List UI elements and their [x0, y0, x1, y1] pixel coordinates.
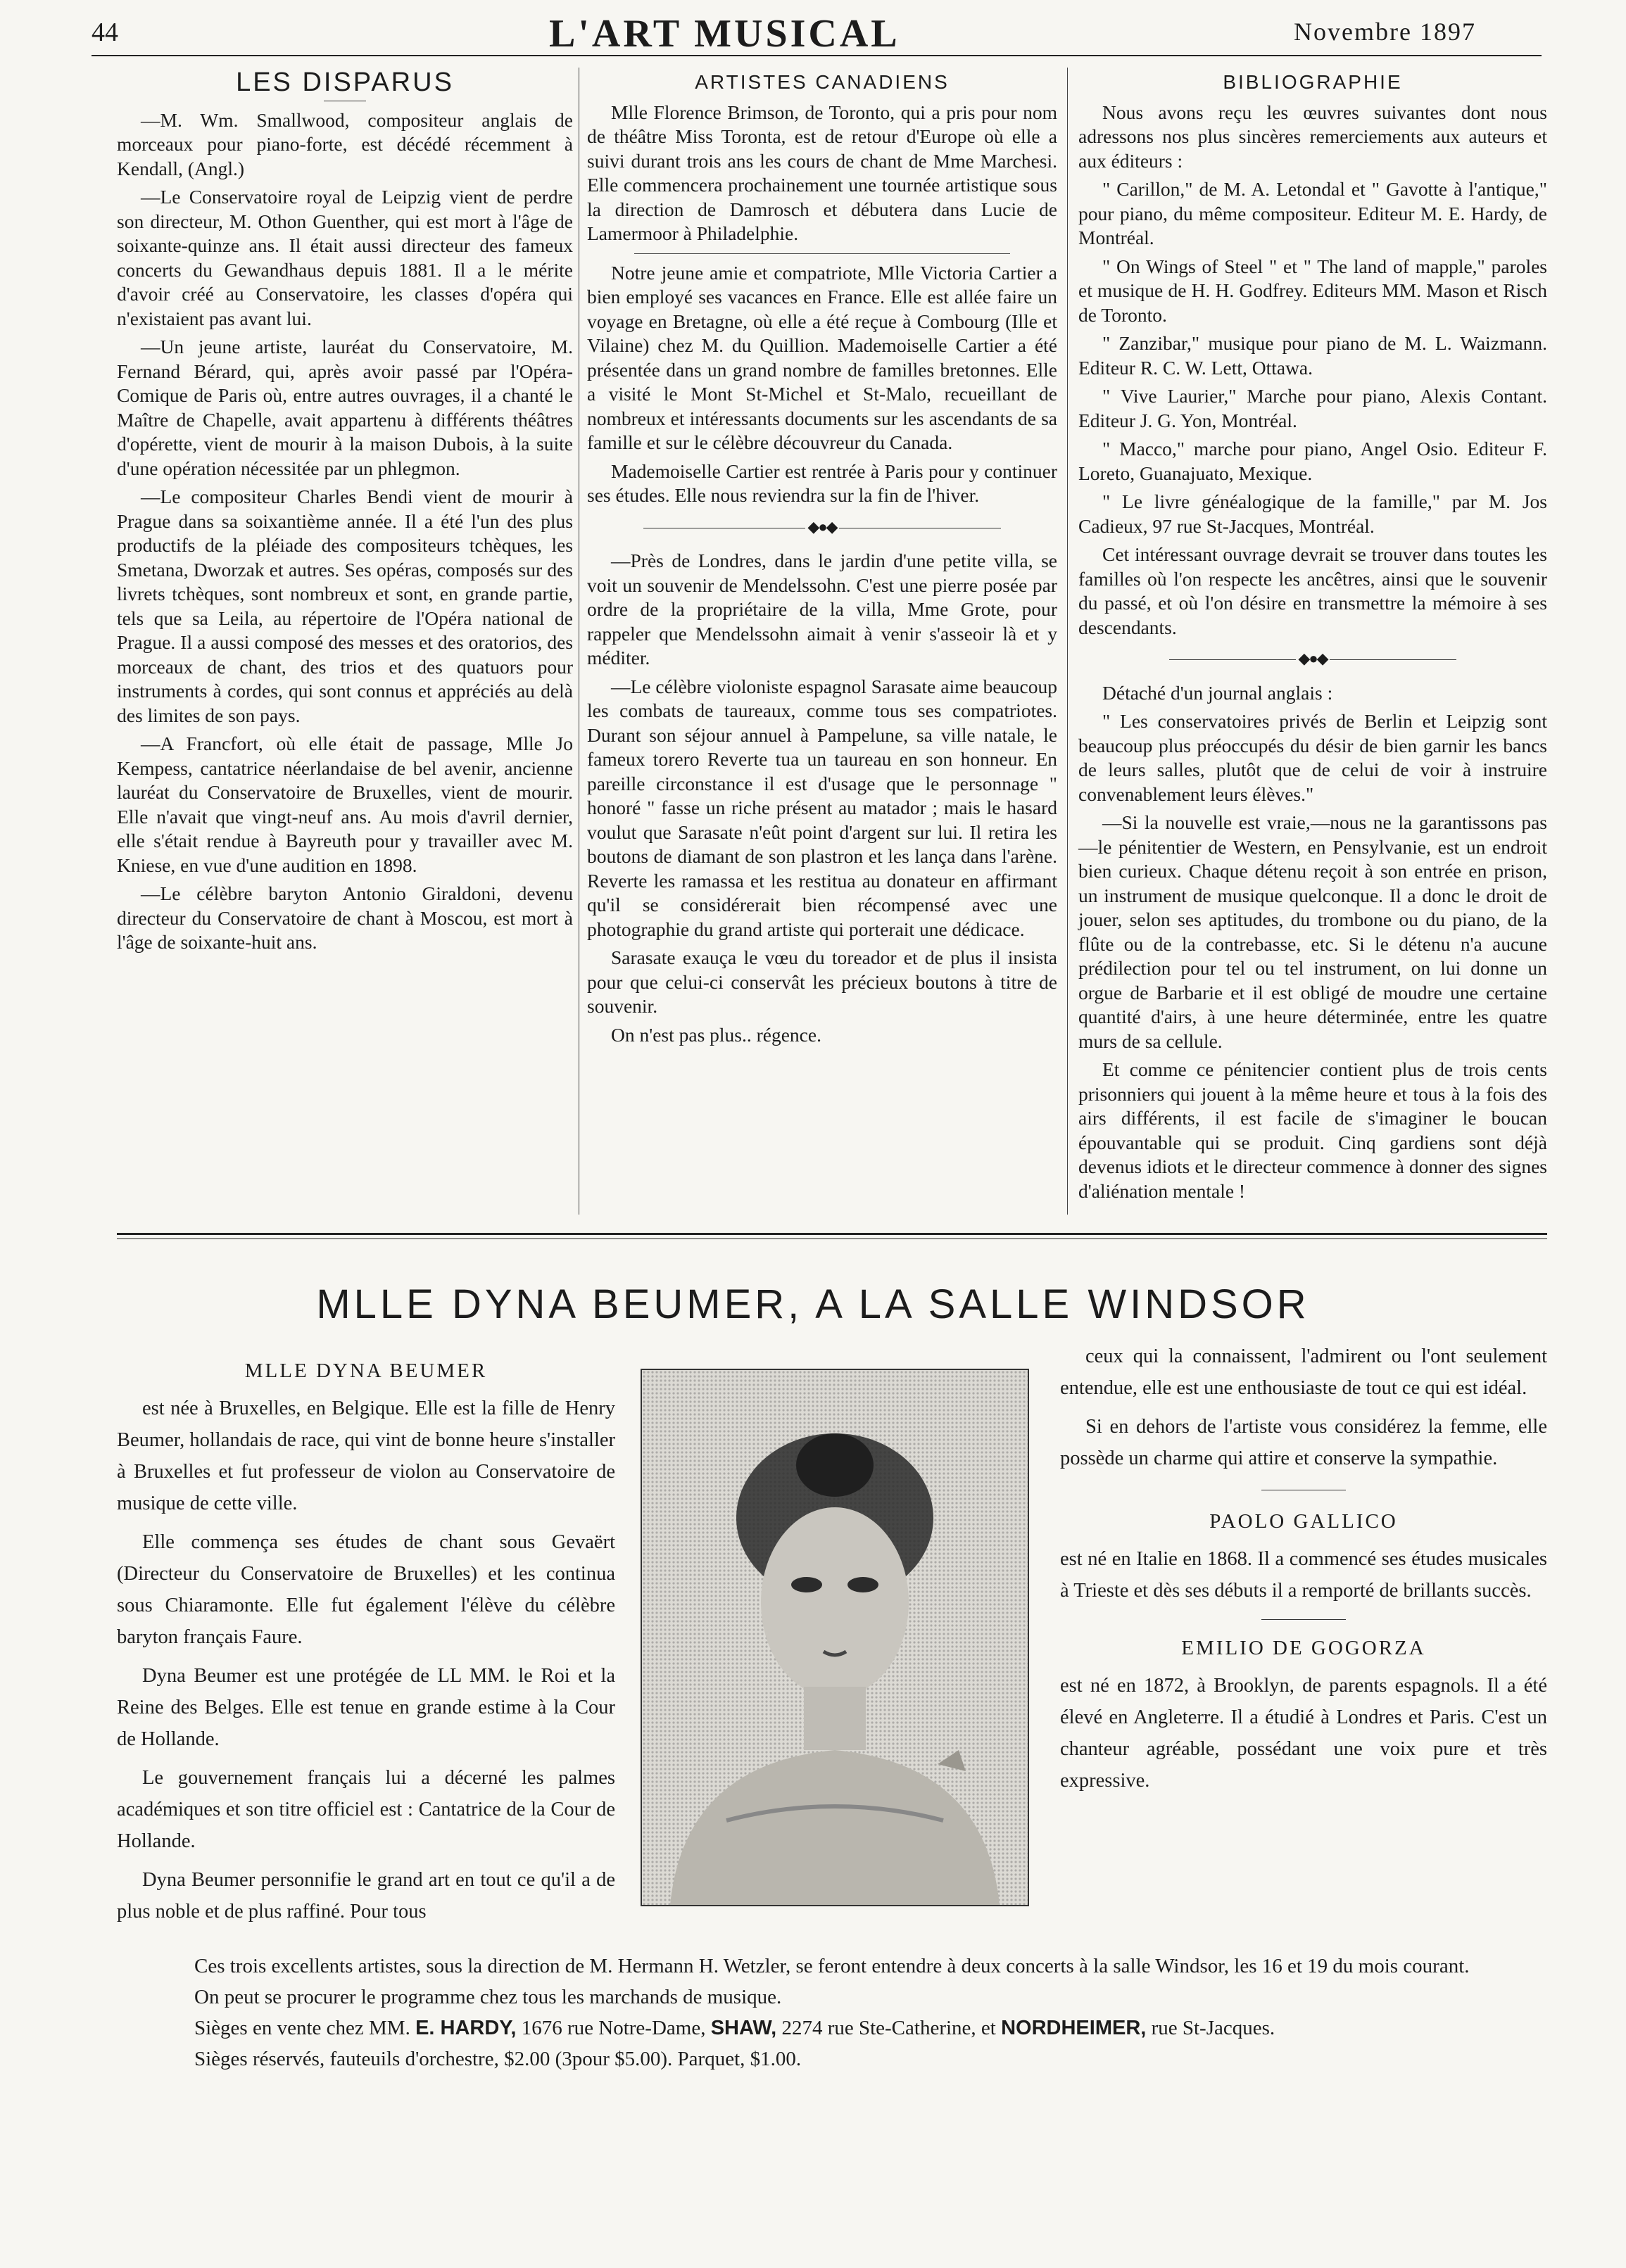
paragraph: Le gouvernement français lui a décerné les palmes académiques et son titre officiel est : Cantatrice de la Cour de Hollande.: [117, 1767, 615, 1852]
paragraph: On n'est pas plus.. régence.: [611, 1023, 821, 1046]
paragraph: Elle commença ses études de chant sous Gevaërt (Directeur du Conservatoire de Bruxelles) et les continua sous Chiaramonte. Elle fut également l'élève du célèbre baryton français Faure.: [117, 1531, 615, 1648]
separator-rule: [634, 253, 1010, 254]
paragraph: —Le compositeur Charles Bendi vient de mourir à Prague dans sa soixantième année. Il a été l'un des plus productifs de la pléiade des compositeurs tchèques, les Smetana, Dworzak et autres. Ses opéras, composés sur des livrets tchèques, sont nombreux et sont, en grande partie, tels que sa Leila, au répertoire de l'Opéra national de Prague. Il a aussi composé des messes et des oratorios, des morceaux de chant, des trios et des quatuors pour instruments à cordes, qui sont connus et appréciés au delà des limites de son pays.: [117, 486, 573, 726]
section-title: BIBLIOGRAPHIE: [1223, 71, 1403, 93]
paragraph: —M. Wm. Smallwood, compositeur anglais de morceaux pour piano-forte, est décédé récemment à Kendall, (Angl.): [117, 108, 573, 179]
column-artistes: [587, 70, 1057, 1051]
article-body: [117, 108, 573, 955]
paragraph: Et comme ce pénitencier contient plus de trois cents prisonniers qui jouent à la même heure et tous à la fois des airs différents, il est facile de s'imaginer le boucan épouvantable qui se produit. Cinq gardiens sont déjà devenus idiots et le directeur commence à donner des signes d'aliénation mentale !: [1078, 1058, 1547, 1202]
paragraph: —Un jeune artiste, lauréat du Conservatoire, M. Fernand Bérard, qui, après avoir passé par l'Opéra-Comique de Paris où, entre autres ouvrages, il a chanté le Maître de Chapelle, avait appartenu à différents théâtres d'opérette, vient de mourir à la maison Dubois, à la suite d'une opération nécessitée par un phlegmon.: [117, 336, 573, 479]
dealer-nordheimer: NORDHEIMER,: [1001, 2017, 1147, 2039]
paragraph: —Le Conservatoire royal de Leipzig vient de perdre son directeur, M. Othon Guenther, qui est mort à l'âge de soixante-quinze ans. Il était aussi directeur des fameux concerts du Gewandhaus depuis 1881. Il a le mérite d'avoir créé au Conservatoire, les classes d'opéra qui n'existaient pas avant lui.: [117, 186, 573, 329]
masthead: L'ART MUSICAL: [549, 12, 900, 56]
feature-right-column: [1060, 1341, 1547, 1804]
article-body: [1078, 101, 1547, 640]
article-body: [117, 1393, 615, 1927]
ornament-divider: ◆●◆: [587, 515, 1057, 540]
nordheimer-address: rue St-Jacques.: [1151, 2017, 1275, 2039]
running-header: [0, 7, 1626, 56]
section-rule: [117, 1238, 1547, 1239]
feature-headline: MLLE DYNA BEUMER, A LA SALLE WINDSOR: [316, 1281, 1310, 1327]
paragraph: ceux qui la connaissent, l'admirent ou l'ont seulement entendue, elle est une enthousiaste de tout ce qui est idéal.: [1060, 1345, 1547, 1399]
section-title: LES DISPARUS: [236, 68, 454, 97]
paragraph: " Carillon," de M. A. Letondal et " Gavotte à l'antique," pour piano, du même compositeur. Editeur M. E. Hardy, de Montréal.: [1078, 178, 1547, 248]
article-body: [587, 261, 1057, 508]
separator-rule: [1261, 1619, 1346, 1620]
paragraph: " Les conservatoires privés de Berlin et Leipzig sont beaucoup plus préoccupés du désir de bien garnir les bancs de leurs salles, plutôt que de celui de voir à instruire convenablement leurs élèves.": [1078, 710, 1547, 805]
dealer-hardy: E. HARDY,: [415, 2017, 517, 2039]
seats-prefix: Sièges en vente chez MM.: [194, 2017, 410, 2039]
paragraph: Dyna Beumer est une protégée de LL MM. le Roi et la Reine des Belges. Elle est tenue en grande estime à la Cour de Hollande.: [117, 1665, 615, 1750]
paragraph: Ces trois excellents artistes, sous la direction de M. Hermann H. Wetzler, se feront entendre à deux concerts à la salle Windsor, les 16 et 19 du mois courant.: [194, 1955, 1470, 1977]
section-title: ARTISTES CANADIENS: [695, 71, 950, 93]
paragraph: est née à Bruxelles, en Belgique. Elle est la fille de Henry Beumer, hollandais de race, qui vint de bonne heure s'installer à Bruxelles et fut professeur de violon au Conservatoire de musique de cette ville.: [117, 1398, 615, 1514]
portrait-illustration: [642, 1370, 1028, 1905]
section-rule: [117, 1233, 1547, 1235]
article-body: [587, 549, 1057, 1047]
dealer-shaw: SHAW,: [710, 2017, 777, 2039]
paragraph: Mademoiselle Cartier est rentrée à Paris pour y continuer ses études. Elle nous reviendra sur la fin de l'hiver.: [587, 460, 1057, 506]
paragraph: " Le livre généalogique de la famille," par M. Jos Cadieux, 97 rue St-Jacques, Montréal.: [1078, 490, 1547, 537]
feature-left-column: [117, 1351, 615, 1934]
paragraph: —Le célèbre baryton Antonio Giraldoni, devenu directeur du Conservatoire de chant à Moscou, est mort à l'âge de soixante-huit ans.: [117, 882, 573, 953]
paragraph: Si en dehors de l'artiste vous considérez la femme, elle possède un charme qui attire et conserve la sympathie.: [1060, 1416, 1547, 1469]
paragraph: Notre jeune amie et compatriote, Mlle Victoria Cartier a bien employé ses vacances en France. Elle est allée faire un voyage en Bretagne, où elle a été reçue à Combourg (Ille et Vilaine) chez M. du Quillion. Mademoiselle Cartier a été présentée dans un grand nombre de familles bretonnes. Elle a visité le Mont St-Michel et St-Malo, recueillant de nombreux et intéressants documents sur les ascendants de sa famille et sur le célèbre découvreur du Canada.: [587, 261, 1057, 453]
page-number: 44: [92, 18, 118, 47]
column-bibliographie: [1078, 70, 1547, 1208]
paragraph: Détaché d'un journal anglais :: [1102, 681, 1333, 704]
paragraph: Sarasate exauça le vœu du toreador et de plus il insista pour que celui-ci conservât les précieux boutons à titre de souvenir.: [587, 946, 1057, 1017]
column-disparus: [117, 70, 573, 959]
seats-line: [117, 2013, 1547, 2044]
column-divider: [1067, 68, 1068, 1215]
article-body: [1060, 1341, 1547, 1474]
paragraph: —Le célèbre violoniste espagnol Sarasate aime beaucoup les combats de taureaux, comme tous ses compatriotes. Durant son séjour annuel à Pampelune, sa ville natale, le fameux torero Reverte tua un taureau en son honneur. En pareille circonstance il est d'usage que le personnage " honoré " fasse un riche présent au matador ; mais le hasard voulut que Sarasate n'eût point d'argent sur lui. Il retira les boutons de diamant de son plastron et les lança dans l'arène. Reverte les ramassa et les restitua au donateur en affirmant qu'il se considérerait bien récompensé avec une photographie du grand artiste qui porterait une dédicace.: [587, 675, 1057, 940]
paragraph: " On Wings of Steel " et " The land of mapple," paroles et musique de H. H. Godfrey. Editeurs MM. Mason et Risch de Toronto.: [1078, 255, 1547, 326]
paragraph: On peut se procurer le programme chez tous les marchands de musique.: [194, 1986, 782, 2008]
paragraph: Mlle Florence Brimson, de Toronto, qui a pris pour nom de théâtre Miss Toronta, est de retour d'Europe où elle a suivi durant trois ans les cours de chant de Mme Marchesi. Elle commencera prochainement une tournée artistique sous la direction de Damrosch et débutera dans Lucie de Lamermoor à Philadelphie.: [587, 101, 1057, 244]
announcement-lines: [117, 1951, 1547, 2013]
paragraph: —Si la nouvelle est vraie,—nous ne la garantissons pas—le pénitentier de Western, en Pensylvanie, est un endroit bien curieux. Chaque détenu reçoit à son entrée en prison, un instrument de musique quelconque. Il a donc le droit de jouer, selon ses aptitudes, du trombone ou du piano, de la flûte ou de la contrebasse, etc. Si le détenu n'a aucune prédilection pour tel ou tel instrument, on lui donne un orgue de Barbarie et il est obligé de moudre une certaine quantité d'airs, à une heure déterminée, entre les quatre murs de sa cellule.: [1078, 811, 1547, 1052]
paragraph: Cet intéressant ouvrage devrait se trouver dans toutes les familles où l'on respecte les ancêtres, ainsi que le souvenir du passé, et où l'on désire en transmettre la mémoire à ses descendants.: [1078, 543, 1547, 638]
hardy-address: 1676 rue Notre-Dame,: [521, 2017, 706, 2039]
prices-line: Sièges réservés, fauteuils d'orchestre, $2.00 (3pour $5.00). Parquet, $1.00.: [194, 2048, 802, 2070]
paragraph: Nous avons reçu les œuvres suivantes dont nous adressons nos plus sincères remerciements aux auteurs et aux éditeurs :: [1078, 101, 1547, 172]
ornament-divider: ◆●◆: [1078, 647, 1547, 671]
concert-announcement: [117, 1951, 1547, 2074]
subtitle-emilio-de-gogorza: EMILIO DE GOGORZA: [1181, 1637, 1426, 1659]
paragraph: " Vive Laurier," Marche pour piano, Alexis Contant. Editeur J. G. Yon, Montréal.: [1078, 385, 1547, 431]
article-body: [1078, 681, 1547, 1204]
subtitle-paolo-gallico: PAOLO GALLICO: [1209, 1510, 1398, 1533]
paragraph: Dyna Beumer personnifie le grand art en tout ce qu'il a de plus noble et de plus raffiné. Pour tous: [117, 1869, 615, 1922]
paragraph: " Zanzibar," musique pour piano de M. L. Waizmann. Editeur R. C. W. Lett, Ottawa.: [1078, 332, 1547, 379]
paragraph: —A Francfort, où elle était de passage, Mlle Jo Kempess, cantatrice néerlandaise de bel avenir, ancienne lauréat du Conservatoire de Bruxelles, vient de mourir. Elle n'avait que vingt-neuf ans. Au mois d'avril dernier, elle s'était rendue à Bayreuth pour y travailler avec M. Kniese, en vue d'une audition en 1898.: [117, 733, 573, 876]
paragraph: " Macco," marche pour piano, Angel Osio. Editeur F. Loreto, Guanajuato, Mexique.: [1078, 438, 1547, 484]
shaw-address: 2274 rue Ste-Catherine, et: [781, 2017, 996, 2039]
gogorza-text: est né en 1872, à Brooklyn, de parents espagnols. Il a été élevé en Angleterre. Il a étudié à Londres et Paris. C'est un chanteur agréable, possédant une voix pure et très expressive.: [1060, 1675, 1547, 1792]
header-rule: [92, 55, 1542, 56]
paragraph: —Près de Londres, dans le jardin d'une petite villa, se voit un souvenir de Mendelssohn. C'est une pierre posée par ordre de la propriétaire de la villa, Mme Grote, pour rappeler que Mendelssohn aimait à venir s'asseoir là et y méditer.: [587, 550, 1057, 669]
issue-date: Novembre 1897: [1294, 18, 1476, 46]
subtitle-dyna-beumer: MLLE DYNA BEUMER: [244, 1360, 488, 1382]
portrait-photo: [641, 1369, 1029, 1906]
gallico-text: est né en Italie en 1868. Il a commencé ses études musicales à Trieste et dès ses débuts il a remporté de brillants succès.: [1060, 1548, 1547, 1602]
article-body: [587, 101, 1057, 246]
